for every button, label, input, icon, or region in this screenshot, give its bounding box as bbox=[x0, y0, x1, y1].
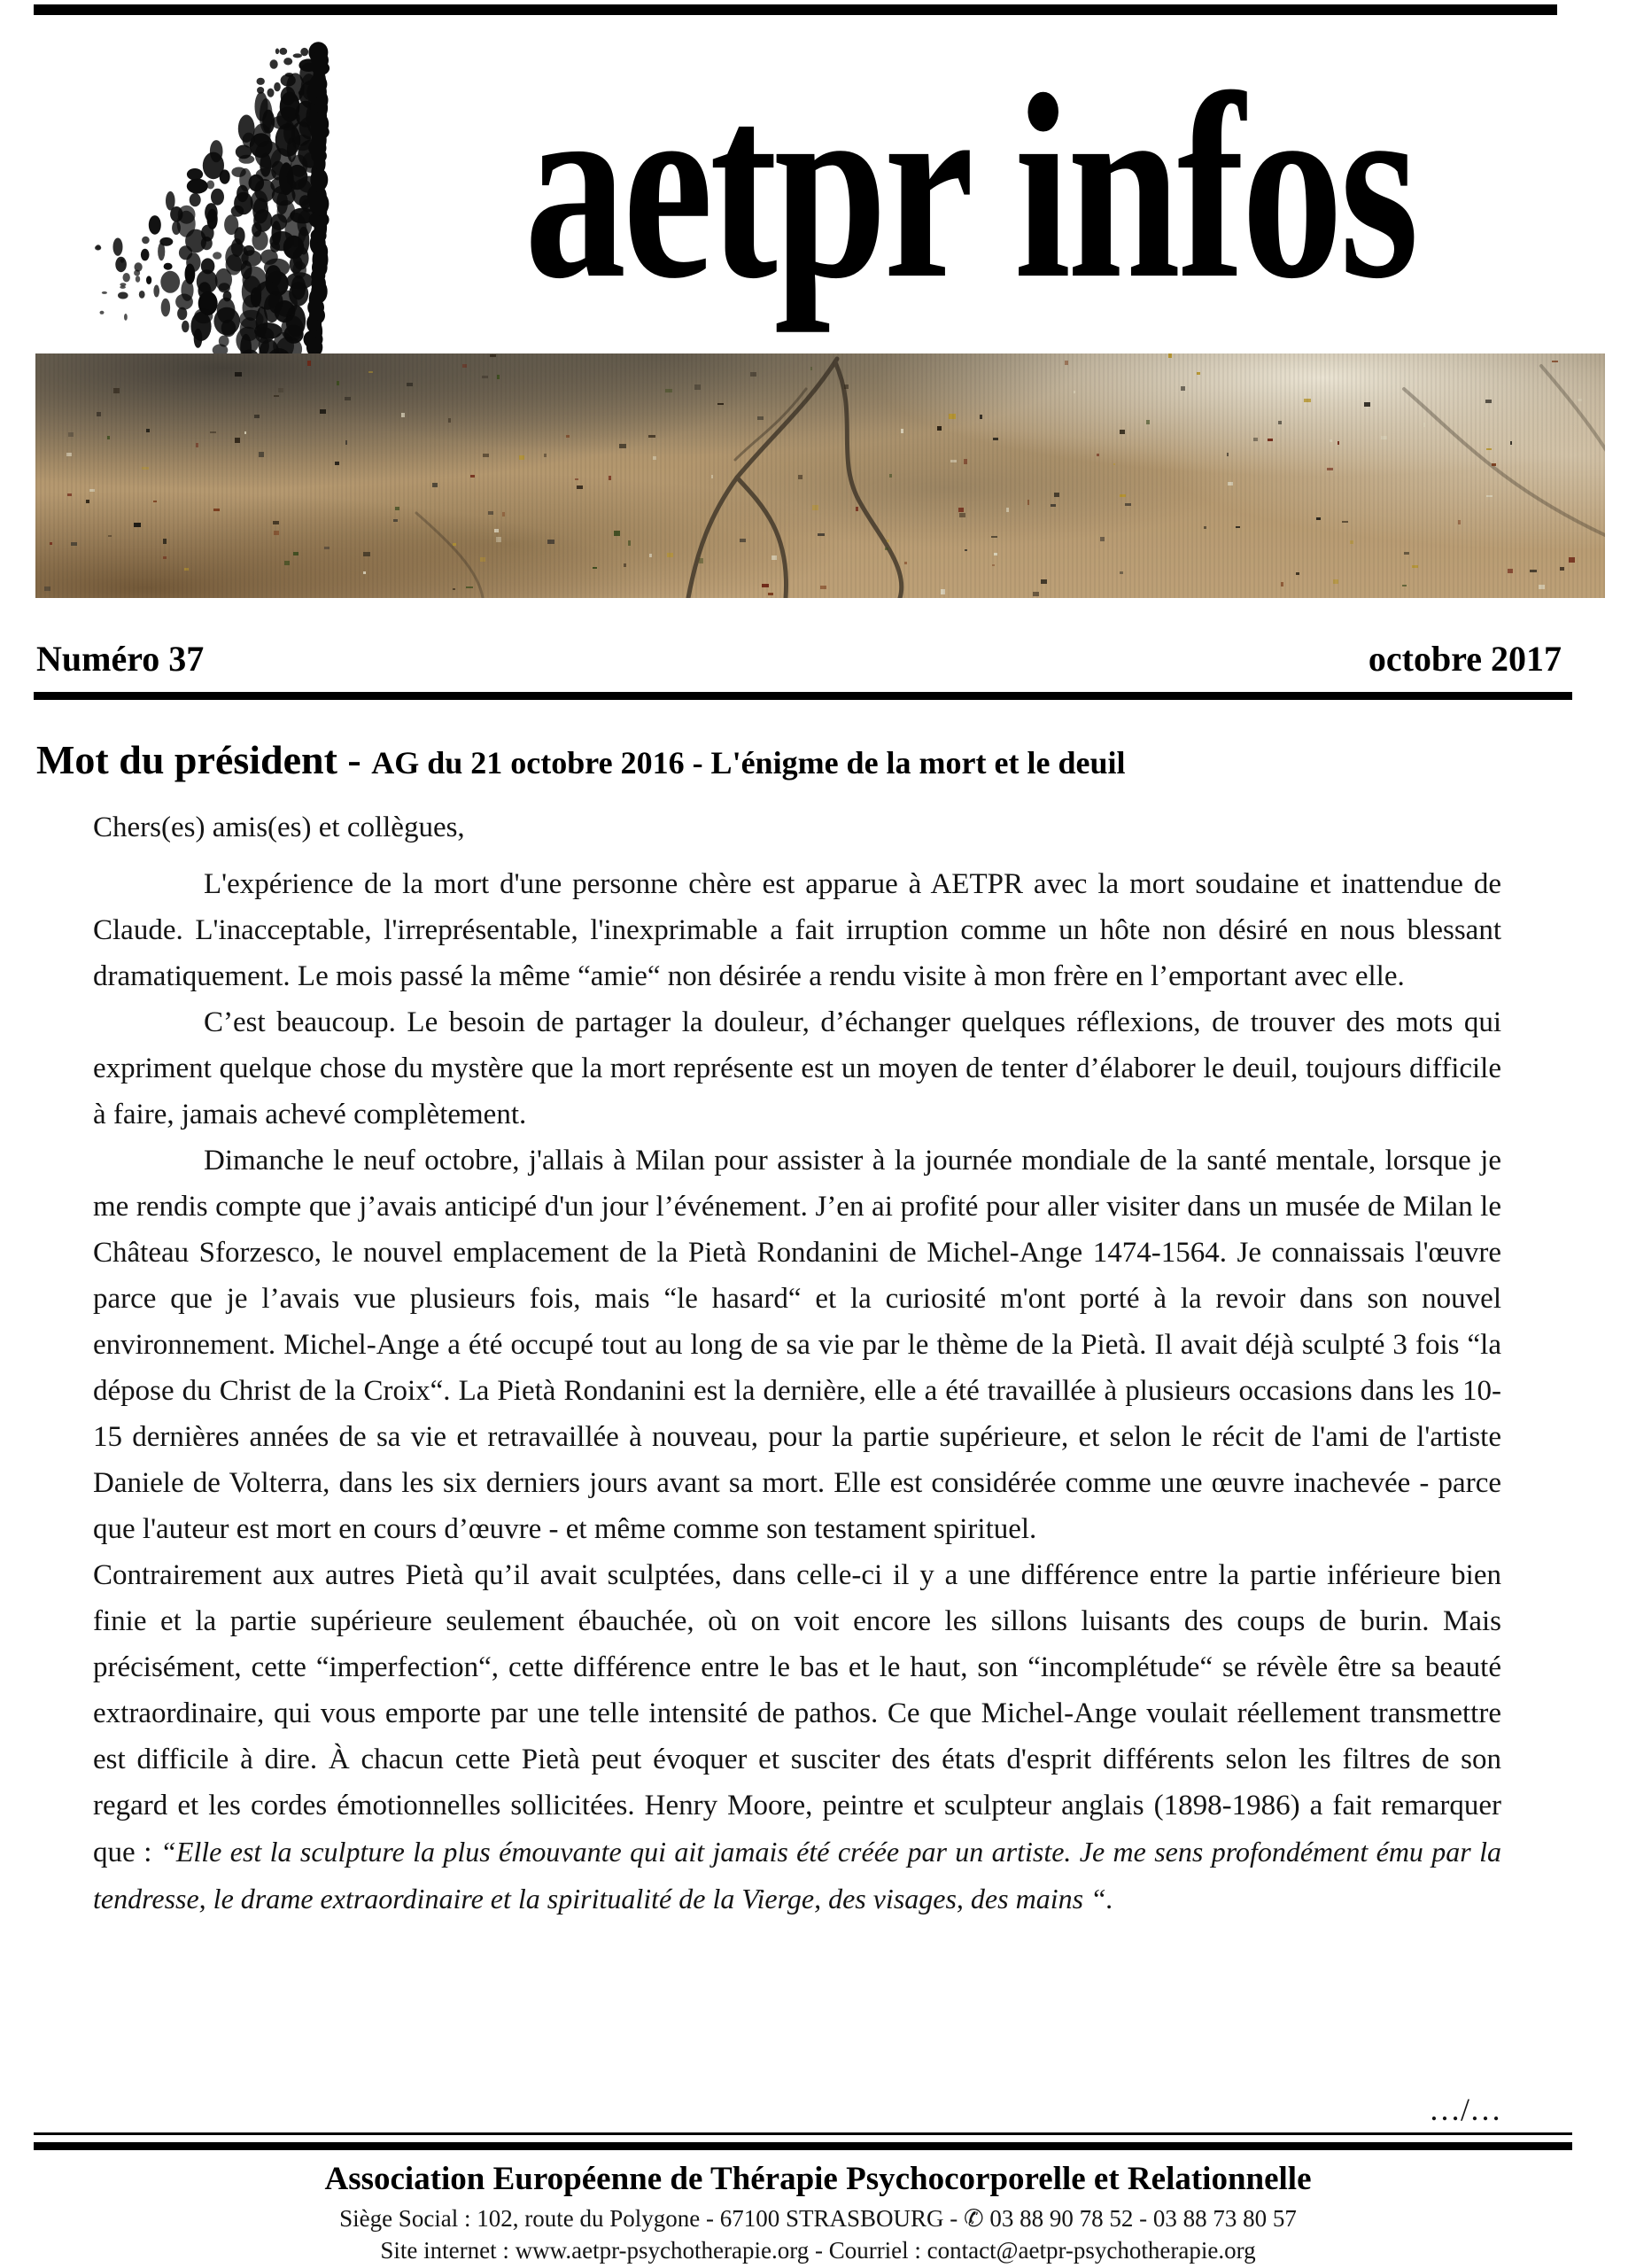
address-text: Siège Social : 102, route du Polygone - 67100 STRASBOURG - bbox=[339, 2205, 965, 2232]
issue-row bbox=[36, 638, 1562, 684]
issue-date: octobre 2017 bbox=[1368, 639, 1562, 679]
continuation-mark: …/… bbox=[1428, 2092, 1501, 2127]
footer-rule-thin bbox=[34, 2132, 1572, 2135]
quote-italic: “Elle est la sculpture la plus émouvante qui ait jamais été créée par un artiste. Je me sens profondément ému par la tendresse, le drame extraordinaire et la spiritualité de la Vierge, des visages, des mains “. bbox=[93, 1836, 1501, 1915]
address-line bbox=[0, 2205, 1636, 2233]
issue-divider-rule bbox=[34, 692, 1572, 700]
heading-sub: AG du 21 octobre 2016 - L'énigme de la mort et le deuil bbox=[371, 745, 1126, 781]
issue-number: Numéro 37 bbox=[36, 639, 205, 679]
paragraph-text: Contrairement aux autres Pietà qu’il avait sculptées, dans celle-ci il y a une différence entre la partie inférieure bien finie et la partie supérieure seulement ébauchée, où on voit encore les sillons luisants des coups de burin. Mais précisément, cette “imperfection“, cette différence entre le bas et le haut, son “incomplétude“ se révèle être sa beauté extraordinaire, qui vous emporte par une telle intensité de pathos. Ce que Michel-Ange voulait réellement transmettre est difficile à dire. À chacun cette Pietà peut évoquer et susciter des états d'esprit différents selon les filtres de son regard et les cordes émotionnelles sollicitées. bbox=[93, 1559, 1501, 1821]
paragraph: C’est beaucoup. Le besoin de partager la douleur, d’échanger quelques réflexions, de trouver des mots qui expriment quelque chose du mystère que la mort représente est un moyen de tenter d’élaborer le deuil, toujours difficile à faire, jamais achevé complètement. bbox=[93, 1006, 1501, 1130]
paragraph: Dimanche le neuf octobre, j'allais à Milan pour assister à la journée mondiale de la santé mentale, lorsque je me rendis compte que j’avais anticipé d'un jour l’événement. J’en ai profité pour aller visiter dans un musée de Milan le Château Sforzesco, le nouvel emplacement de la Pietà Rondanini de Michel-Ange 1474-1564. Je connaissais l'œuvre parce que je l’avais vue plusieurs fois, mais “le hasard“ et la curiosité m'ont porté à la revoir dans son nouvel environnement. Michel-Ange a été occupé tout au long de sa vie par le thème de la Pietà. Il avait déjà sculpté 3 fois “la dépose du Christ de la Croix“. La Pietà Rondanini est la dernière, elle a été travaillée à plusieurs occasions dans les 10-15 dernières années de sa vie et retravaillée à nouveau, pour la partie supérieure, et selon le récit de l'ami de l'artiste Daniele de Volterra, dans les six derniers jours avant sa mort. Elle est considérée comme une œuvre inachevée - parce que l'auteur est mort en cours d’œuvre - et même comme son testament spirituel. bbox=[93, 1145, 1501, 1545]
paragraph: L'expérience de la mort d'une personne chère est apparue à AETPR avec la mort soudaine et inattendue de Claude. L'inacceptable, l'irreprésentable, l'inexprimable a fait irruption comme un hôte non désiré en nous blessant dramatiquement. Le mois passé la même “amie“ non désirée a rendu visite à mon frère en l’emportant avec elle. bbox=[93, 868, 1501, 992]
heading-main: Mot du président - bbox=[36, 737, 372, 782]
website-line: Site internet : www.aetpr-psychotherapie.org - Courriel : contact@aetpr-psychotherapie.org bbox=[380, 2237, 1256, 2264]
banner-photo bbox=[35, 353, 1605, 598]
photo-grain bbox=[35, 353, 1605, 598]
quote-intro: Henry Moore, peintre et sculpteur anglais (1898-1986) a fait remarquer que : bbox=[93, 1790, 1502, 1868]
article-body bbox=[93, 804, 1501, 1922]
article-heading bbox=[36, 735, 1595, 795]
salutation: Chers(es) amis(es) et collègues, bbox=[93, 812, 465, 843]
masthead-title: aetpr infos bbox=[524, 39, 1415, 333]
footer-rule-thick bbox=[34, 2142, 1572, 2150]
paragraph bbox=[93, 1552, 1501, 1922]
org-name: Association Européenne de Thérapie Psychocorporelle et Relationnelle bbox=[324, 2161, 1312, 2197]
aetpr-logo bbox=[49, 13, 332, 385]
phone-icon: ✆ bbox=[964, 2205, 984, 2232]
phone-numbers: 03 88 90 78 52 - 03 88 73 80 57 bbox=[983, 2205, 1297, 2232]
